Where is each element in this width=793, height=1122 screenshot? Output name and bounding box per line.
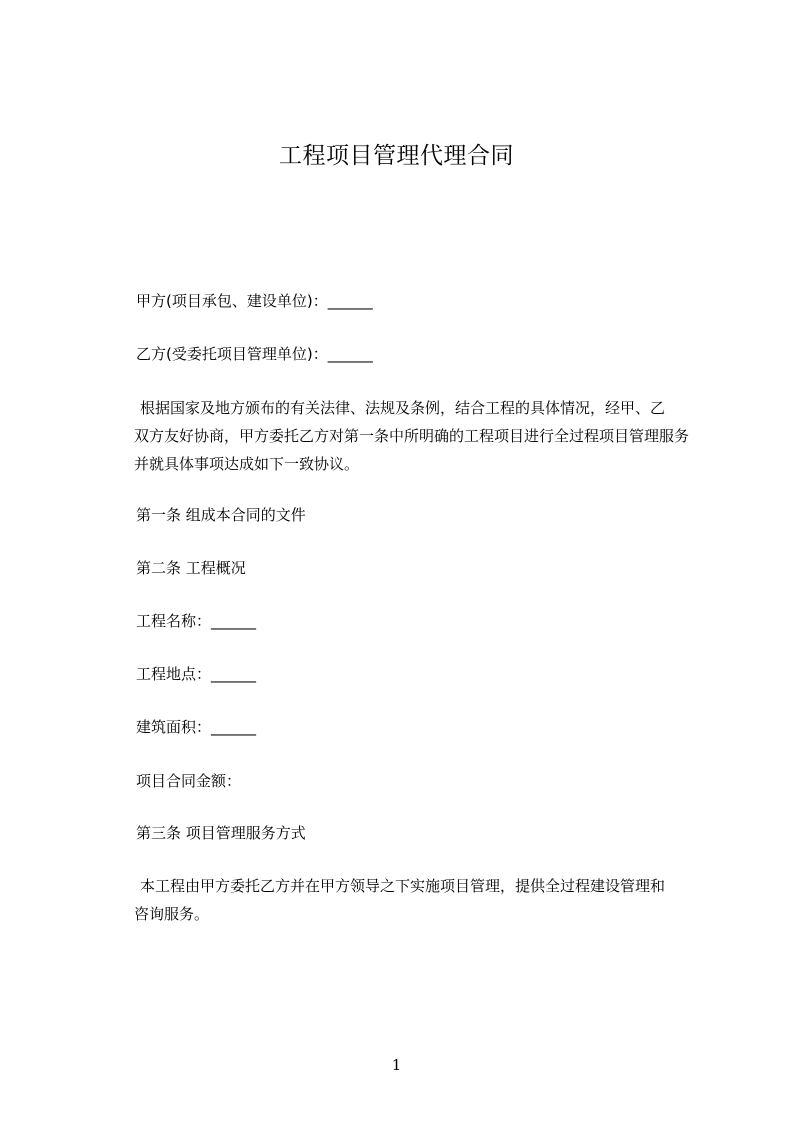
preamble-row-2: 双方友好协商，甲方委托乙方对第一条中所明确的工程项目进行全过程项目管理服务 bbox=[134, 427, 690, 445]
party-a-line: 甲方(项目承包、建设单位)：______ bbox=[136, 292, 373, 310]
project-name-line: 工程名称：______ bbox=[136, 612, 257, 630]
preamble-row-1: 根据国家及地方颁布的有关法律、法规及条例，结合工程的具体情况，经甲、乙 bbox=[140, 399, 666, 417]
document-title: 工程项目管理代理合同 bbox=[279, 143, 514, 169]
article-1-heading: 第一条 组成本合同的文件 bbox=[136, 506, 306, 524]
article-3-paragraph bbox=[136, 872, 701, 928]
project-location-line: 工程地点：______ bbox=[136, 665, 257, 683]
contract-amount-line: 项目合同金额： bbox=[136, 772, 242, 790]
article-3-heading: 第三条 项目管理服务方式 bbox=[136, 824, 306, 842]
article-3-row-2: 咨询服务。 bbox=[134, 905, 210, 923]
page-number: 1 bbox=[391, 1056, 402, 1074]
party-b-line: 乙方(受委托项目管理单位)：______ bbox=[136, 345, 373, 363]
preamble-row-3: 并就具体事项达成如下一致协议。 bbox=[134, 455, 360, 473]
preamble-paragraph bbox=[136, 394, 701, 478]
article-2-heading: 第二条 工程概况 bbox=[136, 559, 246, 577]
article-3-row-1: 本工程由甲方委托乙方并在甲方领导之下实施项目管理，提供全过程建设管理和 bbox=[140, 877, 666, 895]
building-area-line: 建筑面积：______ bbox=[136, 718, 257, 736]
